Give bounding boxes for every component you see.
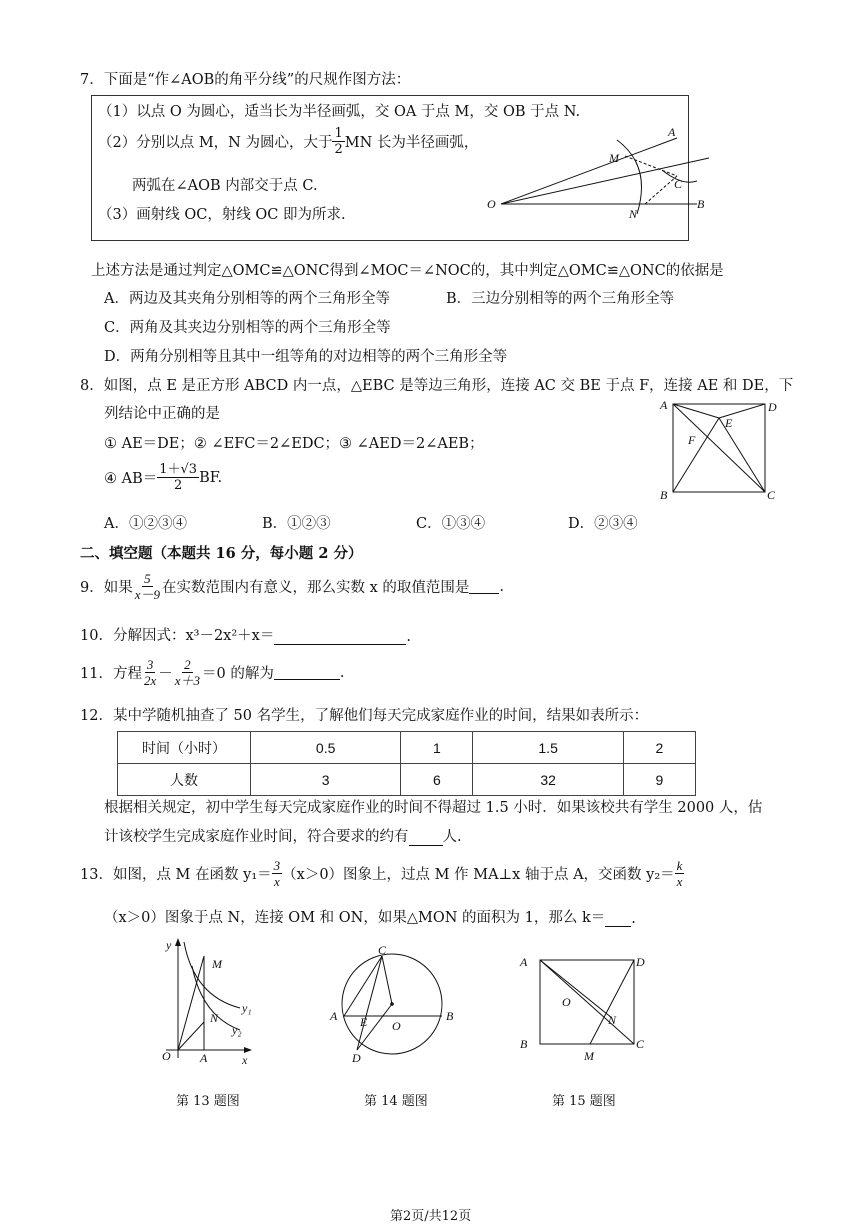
q8-claim4-den: 2 xyxy=(174,478,183,493)
q8-claim4-a: ④ AB＝ xyxy=(104,471,158,487)
q7-step2 xyxy=(98,126,478,157)
q13-a: 13．如图，点 M 在函数 y₁＝ xyxy=(80,867,272,883)
q9-b: 在实数范围内有意义，那么实数 x 的取值范围是 xyxy=(162,580,470,596)
q9-num: 5 xyxy=(144,571,151,586)
table-row xyxy=(118,764,696,796)
q8-claim4-b: BF. xyxy=(199,469,223,486)
q11-den2: x＋3 xyxy=(174,673,201,688)
q8-claim4 xyxy=(104,462,222,493)
q11-num2: 2 xyxy=(184,657,191,672)
q8-option-a: A．①②③④ xyxy=(104,516,187,532)
q10-a: 10．分解因式：x³－2x²＋x＝ xyxy=(80,628,275,644)
fig14 xyxy=(322,944,462,1066)
q13-den1: x xyxy=(274,874,280,889)
fig14-caption: 第 14 题图 xyxy=(364,1094,428,1109)
q7-step2-cont: 两弧在∠AOB 内部交于点 C. xyxy=(132,178,318,194)
q8-stem-line1: 8．如图，点 E 是正方形 ABCD 内一点，△EBC 是等边三角形，连接 AC 交 BE 于点 F，连接 AE 和 DE，下 xyxy=(80,378,794,394)
section-heading: 二、填空题（本题共 16 分，每小题 2 分） xyxy=(80,545,363,562)
label-f: F xyxy=(688,433,696,447)
q11-minus: － xyxy=(158,666,173,682)
label-d: D xyxy=(636,955,645,969)
q8-option-b: B．①②③ xyxy=(262,516,331,532)
q8-claims: ① AE＝DE；② ∠EFC＝2∠EDC；③ ∠AED＝2∠AEB； xyxy=(104,436,484,452)
q9 xyxy=(80,571,504,602)
q8-stem-line2: 列结论中正确的是 xyxy=(104,406,220,422)
y-axis-arrow xyxy=(175,938,181,946)
table-cell: 1.5 xyxy=(473,732,623,764)
q12-text1: 根据相关规定，初中学生每天完成家庭作业的时间不得超过 1.5 小时．如果该校共有学生 2000 人，估 xyxy=(104,800,763,816)
label-o: O xyxy=(487,197,496,211)
q7-option-b: B．三边分别相等的两个三角形全等 xyxy=(446,291,675,307)
seg-co xyxy=(382,956,392,1004)
fig15-caption: 第 15 题图 xyxy=(552,1094,616,1109)
q13-num2: k xyxy=(676,858,683,873)
label-o: O xyxy=(162,1049,171,1063)
label-a: A xyxy=(200,1051,208,1065)
q7-option-a: A．两边及其夹角分别相等的两个三角形全等 xyxy=(104,291,390,307)
q12-text2b: 人. xyxy=(442,829,462,845)
q13-fraction-2 xyxy=(675,858,685,889)
q11-answer-blank[interactable] xyxy=(274,665,340,680)
q11-den1: 2x xyxy=(143,673,157,688)
q9-fraction xyxy=(133,571,162,602)
page-number: 第2页/共12页 xyxy=(390,1209,472,1224)
table-header-cell: 人数 xyxy=(118,764,251,796)
q12-text2a: 计该校学生完成家庭作业时间，符合要求的约有 xyxy=(104,829,409,845)
center-dot xyxy=(390,1002,394,1006)
q13-line2a: （x＞0）图象于点 N，连接 OM 和 ON，如果△MON 的面积为 1，那么 k＝ xyxy=(104,910,606,926)
label-m: M xyxy=(609,151,619,165)
label-b: B xyxy=(446,1009,454,1023)
q12-stem: 12．某中学随机抽查了 50 名学生，了解他们每天完成家庭作业的时间，结果如表所示： xyxy=(80,708,649,724)
q10-answer-blank[interactable] xyxy=(274,630,406,645)
seg-ac xyxy=(540,960,634,1044)
q10-c: . xyxy=(406,629,411,645)
seg-ac xyxy=(673,404,765,492)
q13-b: （x＞0）图象上，过点 M 作 MA⊥x 轴于点 A，交函数 y₂＝ xyxy=(282,867,675,883)
label-c: C xyxy=(674,177,683,191)
fig15 xyxy=(512,948,652,1066)
q10 xyxy=(80,624,411,645)
label-d: D xyxy=(352,1051,361,1065)
label-x: x xyxy=(242,1053,248,1066)
label-n: N xyxy=(210,1011,219,1025)
q13-line2 xyxy=(104,906,636,927)
q11 xyxy=(80,657,344,688)
label-y1: y₁ xyxy=(242,1001,252,1015)
label-b: B xyxy=(520,1037,528,1051)
table-cell: 1 xyxy=(401,732,473,764)
label-o: O xyxy=(392,1019,401,1033)
label-y2: y₂ xyxy=(232,1023,242,1037)
table-cell: 2 xyxy=(623,732,695,764)
q8-claim4-fraction xyxy=(157,462,199,493)
label-d: D xyxy=(768,400,777,414)
q11-b: ＝0 的解为 xyxy=(202,666,274,682)
q9-answer-blank[interactable] xyxy=(469,579,499,594)
q7-step1: （1）以点 O 为圆心，适当长为半径画弧，交 OA 于点 M，交 OB 于点 N. xyxy=(98,104,581,120)
q7-method-box xyxy=(91,95,705,241)
q8-claim4-num: 1＋√3 xyxy=(159,462,198,477)
seg-ca xyxy=(344,956,382,1016)
table-cell: 3 xyxy=(251,764,401,796)
q9-den: x－9 xyxy=(134,587,161,602)
q13-den2: x xyxy=(676,874,683,889)
q8-figure xyxy=(655,396,785,504)
table-cell: 9 xyxy=(623,764,695,796)
q9-a: 9．如果 xyxy=(80,580,133,596)
label-a: A xyxy=(668,126,676,139)
label-n: N xyxy=(629,207,638,221)
label-c: C xyxy=(767,488,776,502)
q7-figure xyxy=(477,126,717,226)
q7-question: 上述方法是通过判定△OMC≌△ONC得到∠MOC＝∠NOC的，其中判定△OMC≌△ONC的依据是 xyxy=(91,263,724,279)
table-cell: 6 xyxy=(401,764,473,796)
table-row xyxy=(118,732,696,764)
q12-text2 xyxy=(104,825,462,846)
label-m: M xyxy=(584,1049,594,1063)
q13-num1: 3 xyxy=(273,858,281,873)
seg-be xyxy=(673,418,719,492)
q7-option-d: D．两角分别相等且其中一组等角的对边相等的两个三角形全等 xyxy=(104,349,508,365)
seg-nc xyxy=(645,176,677,204)
label-o: O xyxy=(562,995,571,1009)
q11-a: 11．方程 xyxy=(80,666,142,682)
seg-an xyxy=(540,960,612,1018)
label-c: C xyxy=(378,944,387,957)
q7-step2-text-b: MN 长为半径画弧， xyxy=(344,135,479,151)
label-a: A xyxy=(330,1009,338,1023)
fig13-caption: 第 13 题图 xyxy=(176,1094,240,1109)
label-c: C xyxy=(636,1037,645,1051)
q11-fraction-2 xyxy=(173,657,202,688)
label-n: N xyxy=(608,1013,617,1027)
label-a: A xyxy=(520,955,528,969)
seg-dm xyxy=(590,960,634,1044)
q11-num1: 3 xyxy=(146,657,154,672)
seg-cd xyxy=(357,956,382,1050)
q7-frac-den: 2 xyxy=(334,142,343,157)
label-m: M xyxy=(212,957,222,971)
q8-option-d: D．②③④ xyxy=(568,516,638,532)
arc-mn xyxy=(617,140,642,214)
label-a: A xyxy=(660,398,668,412)
q9-c: . xyxy=(499,578,505,595)
seg-mc xyxy=(625,156,677,176)
q7-frac-num: 1 xyxy=(334,126,343,141)
table-cell: 0.5 xyxy=(251,732,401,764)
label-b: B xyxy=(697,197,705,211)
q12-table xyxy=(117,731,696,796)
q7-step2-fraction xyxy=(332,126,344,157)
q8-option-c: C．①③④ xyxy=(416,516,486,532)
q11-c: . xyxy=(339,664,345,681)
q11-fraction-1 xyxy=(142,657,158,688)
q12-answer-blank[interactable] xyxy=(409,831,443,846)
q13-fraction-1 xyxy=(272,858,283,889)
label-e: E xyxy=(360,1015,368,1029)
table-header-cell: 时间（小时） xyxy=(118,732,251,764)
q7-step3: （3）画射线 OC，射线 OC 即为所求. xyxy=(98,207,346,223)
q13-line1 xyxy=(80,858,684,889)
q7-step2-text-a: （2）分别以点 M，N 为圆心，大于 xyxy=(98,135,333,151)
fig13 xyxy=(140,936,270,1066)
q13-answer-blank[interactable] xyxy=(605,912,631,927)
label-e: E xyxy=(725,416,733,430)
q13-line2b: . xyxy=(631,911,636,927)
q7-stem: 7．下面是“作∠AOB的角平分线”的尺规作图方法： xyxy=(80,72,411,88)
label-b: B xyxy=(660,488,668,502)
table-cell: 32 xyxy=(473,764,623,796)
q7-option-c: C．两角及其夹边分别相等的两个三角形全等 xyxy=(104,320,391,336)
label-y: y xyxy=(166,938,172,952)
